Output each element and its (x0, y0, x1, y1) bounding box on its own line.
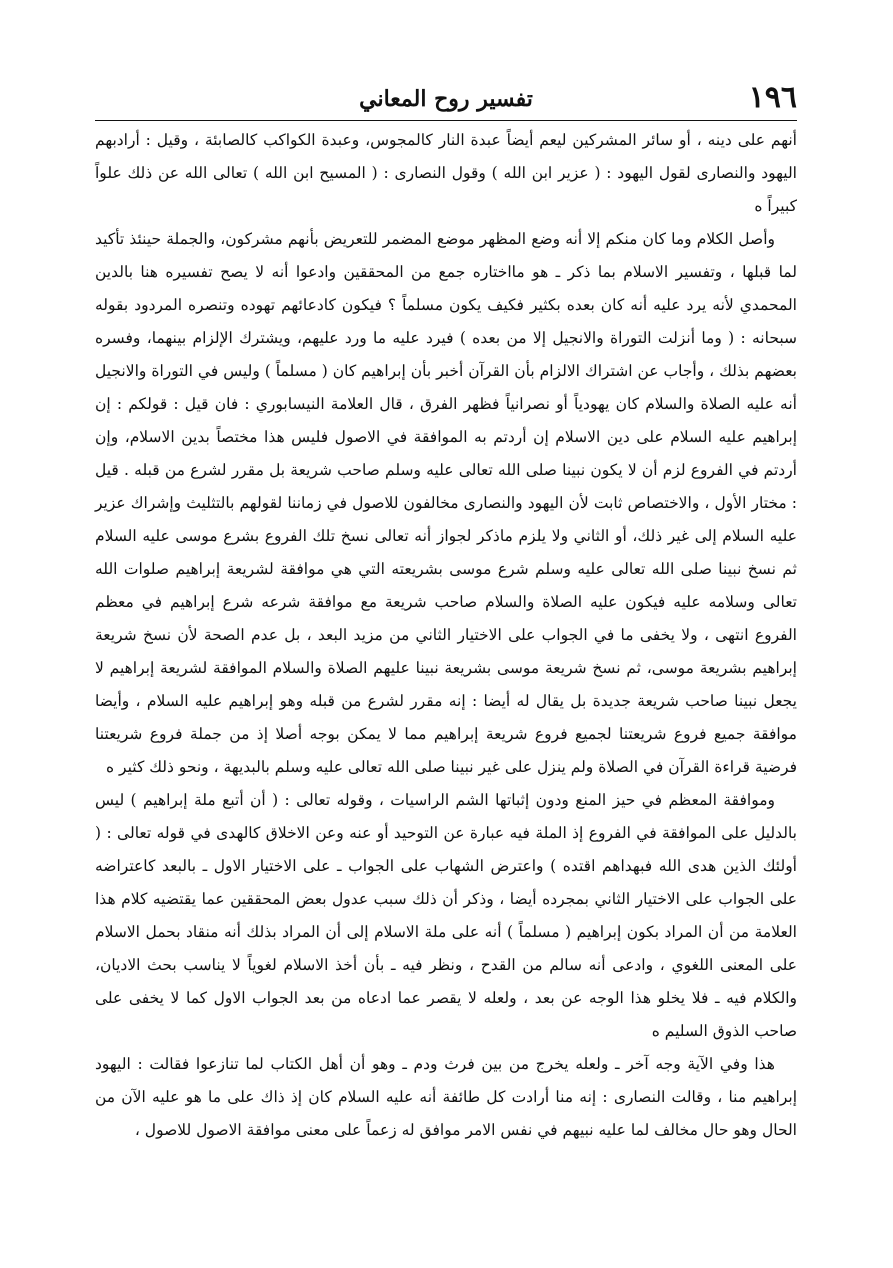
header-rule (95, 120, 797, 121)
running-title: تفسير روح المعاني (359, 86, 533, 112)
page-header (95, 80, 797, 120)
body-text (95, 124, 797, 1147)
paragraph: هذا وفي الآية وجه آخر ـ ولعله يخرج من بين فرث ودم ـ وهو أن أهل الكتاب لما تنازعوا فقالت : اليهود إبراهيم منا ، وقالت النصارى : إنه منا أرادت كل طائفة أنه عليه السلام كان إذ ذاك على ما هو عليه الآن من الحال وهو حال مخالف لما عليه نبيهم في نفس الامر موافق له زعماً على معنى موافقة الاصول للاصول ، (95, 1055, 797, 1139)
paragraph: وأصل الكلام وما كان منكم إلا أنه وضع المظهر موضع المضمر للتعريض بأنهم مشركون، والجملة حينئذ تأكيد لما قبلها ، وتفسير الاسلام بما ذكر ـ هو مااختاره جمع من المحققين وادعوا أنه لا يصح تفسيره هنا بالدين المحمدي لأنه يرد عليه أنه كان بعده بكثير فكيف يكون مسلماً ؟ فيكون كادعائهم تهوده وتنصره المردود بقوله سبحانه : ( وما أنزلت التوراة والانجيل إلا من بعده ) فيرد عليه ما ورد عليهم، ويشترك الإلزام بينهما، وفسره بعضهم بذلك ، وأجاب عن اشتراك الالزام بأن القرآن أخبر بأن إبراهيم كان ( مسلماً ) وليس في التوراة والانجيل أنه عليه الصلاة والسلام كان يهودياً أو نصرانياً فظهر الفرق ، قال العلامة النيسابوري : فان قيل : قولكم : إن إبراهيم عليه السلام على دين الاسلام إن أردتم به الموافقة في الاصول فليس هذا مختصاً بدين الاسلام، وإن أردتم في الفروع لزم أن لا يكون نبينا صلى الله تعالى عليه وسلم صاحب شريعة بل مقرر لشرع من قبله . قيل : مختار الأول ، والاختصاص ثابت لأن اليهود والنصارى مخالفون للاصول في زماننا لقولهم بالتثليث وإشراك عزير عليه السلام إلى غير ذلك، أو الثاني ولا يلزم ماذكر لجواز أنه تعالى نسخ تلك الفروع بشرع موسى عليه السلام ثم نسخ نبينا صلى الله تعالى عليه وسلم شرع موسى بشريعته التي هي موافقة لشريعة إبراهيم صلوات الله تعالى وسلامه عليه فيكون عليه الصلاة والسلام صاحب شريعة مع موافقة شرعه شرع إبراهيم في معظم الفروع انتهى ، ولا يخفى ما في الجواب على الاختيار الثاني من مزيد البعد ، بل عدم الصحة لأن نسخ شريعة إبراهيم بشريعة موسى، ثم نسخ شريعة موسى بشريعة نبينا عليهم الصلاة والسلام الموافقة لشريعة إبراهيم لا يجعل نبينا صاحب شريعة جديدة بل يقال له أيضا : إنه مقرر لشرع من قبله وهو إبراهيم عليه السلام ، وأيضا موافقة جميع فروع شريعتنا لجميع فروع شريعة إبراهيم مما لا يمكن بوجه أصلا إذ من جملة فروع شريعتنا فرضية قراءة القرآن في الصلاة ولم ينزل على غير نبينا صلى الله تعالى عليه وسلم بالبديهة ، ونحو ذلك كثير ه (95, 230, 797, 776)
page-number: ١٩٦ (748, 80, 797, 115)
paragraph: وموافقة المعظم في حيز المنع ودون إثباتها الشم الراسيات ، وقوله تعالى : ( أن أتبع ملة إبراهيم ) ليس بالدليل على الموافقة في الفروع إذ الملة فيه عبارة عن التوحيد أو عنه وعن الاخلاق كالهدى في قوله تعالى : ( أولئك الذين هدى الله فبهداهم اقتده ) واعترض الشهاب على الجواب ـ على الاختيار الاول ـ بالبعد كاعتراضه على الجواب على الاختيار الثاني بمجرده أيضا ، وذكر أن ذلك سبب عدول بعض المحققين عما يقتضيه كلام هذا العلامة من أن المراد بكون إبراهيم ( مسلماً ) أنه على ملة الاسلام إلى أن المراد بذلك أنه منقاد بحمل الاسلام على المعنى اللغوي ، وادعى أنه سالم من القدح ، ونظر فيه ـ بأن أخذ الاسلام لغوياً لا يناسب بحث الاديان، والكلام فيه ـ فلا يخلو هذا الوجه عن بعد ، ولعله لا يقصر عما ادعاه من بعد الجواب الاول كما لا يخفى على صاحب الذوق السليم ه (95, 791, 797, 1040)
paragraph: أنهم على دينه ، أو سائر المشركين ليعم أيضاً عبدة النار كالمجوس، وعبدة الكواكب كالصابئة ، وقيل : أرادبهم اليهود والنصارى لقول اليهود : ( عزير ابن الله ) وقول النصارى : ( المسيح ابن الله ) تعالى الله عن ذلك علواً كبيراً ه (95, 131, 797, 215)
